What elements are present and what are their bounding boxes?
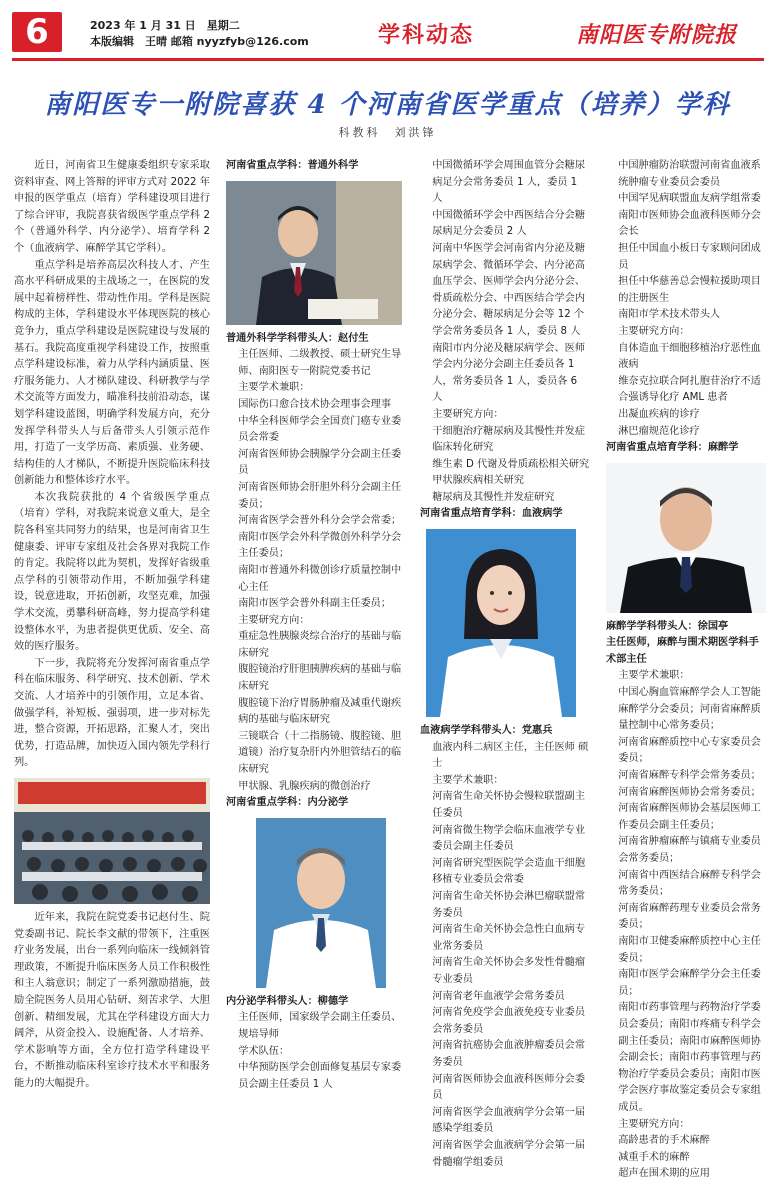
bio-line: 河南省麻醉药理专业委员会常务委员； [618, 902, 761, 931]
editor-line: 本版编辑 王晴 邮箱 nyyzfyb@126.com [90, 35, 309, 48]
column-2 [226, 158, 402, 1088]
subject-heading: 河南省重点学科：普通外科学 [226, 160, 359, 171]
bio-line: 主任医师、二级教授、硕士研究生导师、南阳医专一附院党委书记 [238, 349, 402, 377]
bio-line: 河南省微生物学会临床血液学专业委员会副主任委员 [432, 824, 586, 853]
bio-line: 河南省老年血液学会常务委员 [432, 990, 565, 1002]
paragraph: 本次我院获批的 4 个省级医学重点（培育）学科，对我院来说意义重大，是全院各科室共同努力的结果，也是河南省卫生健康委、评审专家组及社会各界对我院工作的肯定。我院将以此为契机，发挥好省级重点学科的引领带动作用，不断加强学科建设，锐意进取，开拓创新，攻坚克难，加强学术交流，勇攀科研高峰，努力提高学科建设整体水平，为患者提供更优质、安全、高效的医疗服务。 [14, 491, 210, 653]
bio-line: 中国微循环学会中西医结合分会糖尿病足分会委员 2 人 [432, 209, 586, 238]
bio-line: 河南省免疫学会血液免疫专业委员会常务委员 [432, 1007, 586, 1035]
article-headline: 南阳医专一附院喜获 4 个河南省医学重点（培养）学科 [44, 90, 731, 120]
bio-line: 学术队伍： [238, 1045, 290, 1057]
bio-line: 河南省麻醉质控中心专家委员会委员； [618, 736, 761, 765]
photo-liu-dexue [256, 818, 386, 988]
bio-line: 中华预防医学会创面修复基层专家委员会副主任委员 1 人 [238, 1062, 402, 1090]
bio-line: 腹腔镜下治疗胃肠肿瘤及减重代谢疾病的基础与临床研究 [238, 697, 402, 726]
bio-line: 南阳市医学会外科学微创外科学分会主任委员； [238, 531, 402, 560]
bio-line: 南阳市医师协会血液科医师分会会长 [618, 209, 761, 238]
bio-line: 出凝血疾病的诊疗 [618, 408, 700, 420]
subject-leader: 血液病学学科带头人：党惠兵 [420, 725, 553, 737]
bio-line: 河南省医师协会肝胆外科分会副主任委员； [238, 481, 402, 510]
bio-line: 血液内科二病区主任，主任医师 硕士 [432, 741, 589, 770]
portrait-image [426, 529, 576, 717]
subject-heading: 河南省重点培育学科：麻醉学 [606, 442, 739, 454]
bio-line: 中国微循环学会周围血管分会糖尿病足分会常务委员 1 人，委员 1 人 [432, 160, 586, 205]
bio-line: 南阳市卫健委麻醉质控中心主任委员； [618, 935, 761, 964]
bio-line: 维生素 D 代谢及骨质疏松相关研究 [432, 458, 590, 470]
bio-line: 河南省肿瘤麻醉与镇痛专业委员会常务委员； [618, 836, 761, 864]
bio-line: 主要学术兼职： [238, 382, 310, 394]
masthead [0, 0, 775, 64]
bio-line: 主要研究方向： [238, 614, 310, 626]
bio-line: 中国心胸血管麻醉学会人工智能麻醉学分会委员；河南省麻醉质量控制中心常务委员； [618, 687, 761, 732]
bio-line: 河南省麻醉医师协会常务委员； [618, 786, 761, 798]
masthead-rule [12, 58, 764, 61]
portrait-image [606, 463, 766, 613]
subject-heading: 河南省重点培育学科：血液病学 [420, 508, 563, 520]
bio-line: 担任中国血小板日专家顾问团成员 [618, 242, 761, 271]
bio-line: 中国肿瘤防治联盟河南省血液系统肿瘤专业委员会委员 [618, 160, 761, 188]
photo-zhao-fusheng [226, 181, 402, 325]
bio-line: 主要学术兼职： [618, 670, 690, 682]
bio-line: 河南省麻醉医师协会基层医师工作委员会副主任委员； [618, 803, 761, 831]
bio-line: 河南省生命关怀协会慢粒联盟副主任委员 [432, 791, 586, 820]
subject-leader: 内分泌学科带头人：柳德学 [226, 995, 349, 1007]
bio-line: 南阳市药事管理与药物治疗学委员会委员；南阳市疼痛专科学会副主任委员；南阳市麻醉医师协会副会长；南阳市药事管理与药物治疗学委员会委员；南阳市医学会医疗事故鉴定委员会专家组成员。 [618, 1002, 761, 1113]
bio-line: 三镜联合（十二指肠镜、腹腔镜、胆道镜）治疗复杂肝内外胆管结石的临床研究 [238, 730, 402, 776]
article-byline: 科教科 刘洪锋 [338, 126, 437, 139]
bio-line: 超声在围术期的应用 [618, 1168, 710, 1180]
bio-line: 担任中华慈善总会慢粒援助项目的注册医生 [618, 276, 761, 304]
column-3 [420, 158, 590, 1168]
bio-line: 河南省研究型医院学会造血干细胞移植专业委员会常委 [432, 857, 586, 886]
bio-line: 高龄患者的手术麻醉 [618, 1135, 710, 1147]
bio-line: 减重手术的麻醉 [618, 1151, 690, 1163]
bio-line: 河南省医学会普外科分会学会常委； [238, 515, 402, 527]
photo-meeting [14, 778, 210, 904]
bio-line: 中华全科医师学会全国贲门癌专业委员会常委 [238, 415, 402, 444]
bio-line: 重症急性胰腺炎综合治疗的基础与临床研究 [238, 631, 402, 659]
issue-meta [90, 18, 309, 50]
bio-line: 河南省抗癌协会血液肿瘤委员会常务委员 [432, 1040, 586, 1068]
bio-line: 河南省生命关怀协会多发性骨髓瘤专业委员 [432, 957, 586, 985]
bio-line: 主要研究方向： [618, 1118, 690, 1130]
subject-leader-title: 主任医师，麻醉与围术期医学科手术部主任 [606, 637, 759, 665]
portrait-image [226, 181, 402, 325]
column-4 [606, 158, 766, 1180]
photo-dang-huibing [426, 529, 576, 717]
paragraph: 重点学科是培养高层次科技人才、产生高水平科研成果的主战场之一，在医院的发展中起着榜样性、带动性作用。学科是医院构成的主体，学科建设水平体现医院的核心竞争力，重点学科建设是医院建设与发展的基石。我院高度重视学科建设工作，按照重点学科建设标准，着力从学科内涵质量、医疗服务能力、人才梯队建设、科研教学与学术交流等方面发力，瞄准科技前沿动态，谋划学科建设蓝图，明确学科发展方向，充分发挥学科带头人与后备带头人引领示范作用，打造了一支学历高、素质强、业务硬、结构佳的人才梯队，不断提升医院临床科技创新能力和整体诊疗水平。 [14, 259, 210, 487]
paragraph: 近年来，我院在院党委书记赵付生、院党委副书记、院长李文献的带领下，注重医疗业务发展，出台一系列向临床一线倾斜管理政策，不断提升临床医务人员工作积极性和主人翁意识；制定了一系列激励措施，鼓励全院医务人员用心钻研、刻苦求学、大胆创新、精细发展，尤其在学科建设方面大力阔斧，从资金投入、设施配备、人才培养、学术影响等方面，全方位打造学科建设平台，不断推动临床科室诊疗技术水平和服务能力的大幅提升。 [14, 911, 210, 1089]
bio-line: 糖尿病及其慢性并发症研究 [432, 491, 555, 503]
bio-line: 河南省医学会血液病学分会第一届骨髓瘤学组委员 [432, 1139, 586, 1168]
bio-line: 南阳市医学会普外科副主任委员； [238, 598, 392, 610]
photo-xu-guoting [606, 463, 766, 613]
meeting-photo-image [14, 778, 210, 904]
column-1 [14, 158, 210, 1088]
bio-line: 维奈克拉联合阿扎胞苷治疗不适合强诱导化疗 AML 患者 [618, 375, 761, 404]
bio-line: 国际伤口愈合技术协会理事会理事 [238, 398, 392, 410]
subject-heading: 河南省重点学科：内分泌学 [226, 797, 349, 809]
paragraph: 近日，河南省卫生健康委组织专家采取资料审查、网上答辩的评审方式对 2022 年申报的医学重点（培育）学科建设项目进行了综合评审，我院喜获省级医学重点学科 2 个（普通外科学、内分泌学）、培育学科 2 个（血液病学、麻醉学其它学科）。 [14, 160, 210, 254]
bio-line: 河南省生命关怀协会淋巴瘤联盟常务委员 [432, 891, 586, 919]
bio-line: 自体造血干细胞移植治疗恶性血液病 [618, 342, 761, 371]
bio-line: 南阳市医学会麻醉学分会主任委员； [618, 969, 761, 997]
bio-line: 河南省中西医结合麻醉专科学会常务委员； [618, 869, 761, 898]
bio-line: 河南中华医学会河南省内分泌及糖尿病学会、微循环学会、内分泌高血压学会、医师学会内分泌分会、骨质疏松分会、中西医结合学会内分泌分会、糖尿病足分会等 12 个学会常务委员各 1 人，委员 8 人 [432, 242, 586, 337]
bio-line: 干细胞治疗糖尿病及其慢性并发症临床转化研究 [432, 425, 586, 454]
bio-line: 河南省麻醉专科学会常务委员； [618, 770, 761, 782]
bio-line: 中国罕见病联盟血友病学组常委 [618, 193, 761, 205]
bio-line: 河南省医学会血液病学分会第一届感染学组委员 [432, 1106, 586, 1135]
bio-line: 南阳市学术技术带头人 [618, 309, 721, 321]
portrait-image [256, 818, 386, 988]
paragraph: 下一步，我院将充分发挥河南省重点学科在临床服务、科学研究、技术创新、学术交流、人才培养中的引领作用，立足本省、做强学科，补短板、强弱项，进一步对标先进，整合资源，开拓思路，汇聚人才，突出优势，打造品牌，加快迈入国内领先学科行列。 [14, 657, 210, 769]
bio-line: 南阳市内分泌及糖尿病学会、医师学会内分泌分会副主任委员各 1 人，常务委员各 1 人，委员各 6 人 [432, 342, 586, 404]
page-number: 6 [12, 12, 62, 52]
subject-leader: 普通外科学学科带头人：赵付生 [226, 332, 369, 344]
bio-line: 主任医师，国家级学会副主任委员、规培导师 [238, 1012, 402, 1040]
bio-line: 主要研究方向： [618, 325, 690, 337]
paper-name: 南阳医专附院报 [576, 22, 738, 48]
bio-line: 淋巴瘤规范化诊疗 [618, 425, 700, 437]
issue-date: 2023 年 1 月 31 日 星期二 [90, 19, 240, 32]
bio-line: 河南省生命关怀协会急性白血病专业常务委员 [432, 924, 586, 952]
bio-line: 腹腔镜治疗肝胆胰脾疾病的基础与临床研究 [238, 664, 402, 693]
subject-leader: 麻醉学学科带头人：徐国亭 [606, 620, 729, 632]
bio-line: 甲状腺疾病相关研究 [432, 475, 524, 487]
bio-line: 主要学术兼职： [432, 774, 504, 786]
bio-line: 甲状腺、乳腺疾病的微创治疗 [238, 780, 371, 792]
section-title: 学科动态 [378, 23, 475, 48]
bio-line: 主要研究方向： [432, 408, 504, 420]
bio-line: 河南省医师协会胰腺学分会副主任委员 [238, 448, 402, 477]
bio-line: 南阳市普通外科微创诊疗质量控制中心主任 [238, 564, 402, 593]
bio-line: 河南省医师协会血液科医师分会委员 [432, 1073, 586, 1102]
